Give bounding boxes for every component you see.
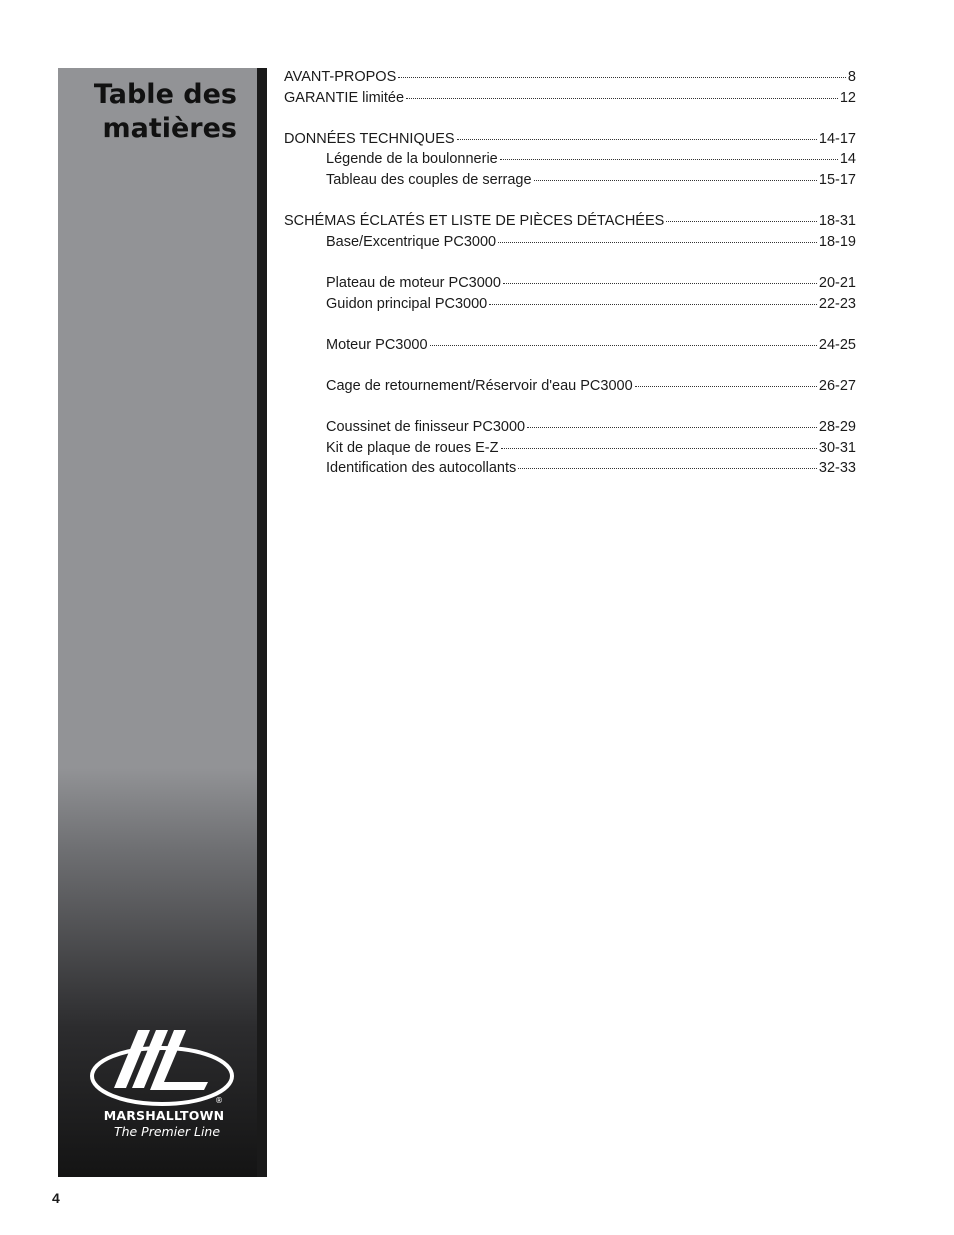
toc-dot-leader: [635, 386, 817, 387]
toc-entry-label: Cage de retournement/Réservoir d'eau PC3000: [326, 377, 633, 394]
title-line-2: matières: [102, 113, 237, 144]
toc-dot-leader: [398, 77, 846, 78]
toc-entry[interactable]: [284, 232, 856, 253]
brand-tagline: The Premier Line: [113, 1124, 221, 1139]
toc-entry-page: 26-27: [818, 377, 856, 394]
toc-dot-leader: [518, 468, 817, 469]
toc-entry-label: Plateau de moteur PC3000: [326, 274, 501, 291]
toc-entry[interactable]: [284, 88, 856, 109]
toc-entry-page: 24-25: [818, 336, 856, 353]
toc-dot-leader: [534, 180, 817, 181]
sidebar-panel: [58, 68, 267, 1177]
toc-entry-label: SCHÉMAS ÉCLATÉS ET LISTE DE PIÈCES DÉTACHÉES: [284, 213, 665, 230]
toc-entry-label: Kit de plaque de roues E-Z: [326, 439, 499, 456]
toc-entry[interactable]: [284, 170, 856, 191]
toc-entry-label: Guidon principal PC3000: [326, 295, 488, 312]
toc-entry-page: 32-33: [818, 460, 856, 477]
toc-dot-leader: [501, 448, 817, 449]
table-of-contents: [284, 67, 856, 479]
toc-entry[interactable]: [284, 211, 856, 232]
toc-entry-page: 18-19: [818, 233, 856, 250]
page-number: 4: [52, 1190, 60, 1206]
toc-entry-label: DONNÉES TECHNIQUES: [284, 130, 455, 147]
toc-entry[interactable]: [284, 335, 856, 356]
toc-entry-label: Coussinet de finisseur PC3000: [326, 419, 526, 436]
brand-name: MARSHALLTOWN: [103, 1108, 225, 1123]
toc-entry-label: Identification des autocollants: [326, 460, 517, 477]
toc-entry-label: Base/Excentrique PC3000: [326, 233, 497, 250]
toc-dot-leader: [406, 98, 838, 99]
toc-entry-label: GARANTIE limitée: [284, 89, 405, 106]
toc-entry[interactable]: [284, 438, 856, 459]
toc-entry[interactable]: [284, 129, 856, 150]
toc-entry[interactable]: [284, 294, 856, 315]
sidebar-edge: [257, 68, 267, 1177]
toc-entry[interactable]: [284, 67, 856, 88]
toc-entry-label: Légende de la boulonnerie: [326, 151, 498, 168]
toc-entry-page: 20-21: [818, 274, 856, 291]
toc-dot-leader: [527, 427, 817, 428]
toc-dot-leader: [666, 221, 817, 222]
page-title: [62, 78, 237, 146]
toc-entry-page: 30-31: [818, 439, 856, 456]
registered-mark: ®: [215, 1096, 223, 1105]
toc-entry[interactable]: [284, 273, 856, 294]
toc-entry-label: AVANT-PROPOS: [284, 69, 397, 85]
toc-dot-leader: [457, 139, 817, 140]
toc-dot-leader: [430, 345, 817, 346]
toc-entry-page: 18-31: [818, 213, 856, 230]
toc-entry-page: 8: [847, 69, 856, 85]
toc-entry-page: 28-29: [818, 419, 856, 436]
toc-entry-page: 14-17: [818, 130, 856, 147]
toc-entry-page: 15-17: [818, 171, 856, 188]
toc-entry[interactable]: [284, 417, 856, 438]
toc-entry-page: 12: [839, 89, 856, 106]
toc-entry-label: Moteur PC3000: [326, 336, 428, 353]
toc-dot-leader: [503, 283, 817, 284]
toc-dot-leader: [498, 242, 817, 243]
toc-dot-leader: [489, 304, 817, 305]
toc-entry-label: Tableau des couples de serrage: [326, 171, 532, 188]
toc-entry-page: 14: [839, 151, 856, 168]
title-line-1: Table des: [93, 79, 237, 110]
toc-entry[interactable]: [284, 149, 856, 170]
marshalltown-logo-icon: [90, 1026, 235, 1106]
toc-dot-leader: [500, 159, 838, 160]
toc-entry[interactable]: [284, 376, 856, 397]
toc-entry[interactable]: [284, 458, 856, 479]
toc-entry-page: 22-23: [818, 295, 856, 312]
